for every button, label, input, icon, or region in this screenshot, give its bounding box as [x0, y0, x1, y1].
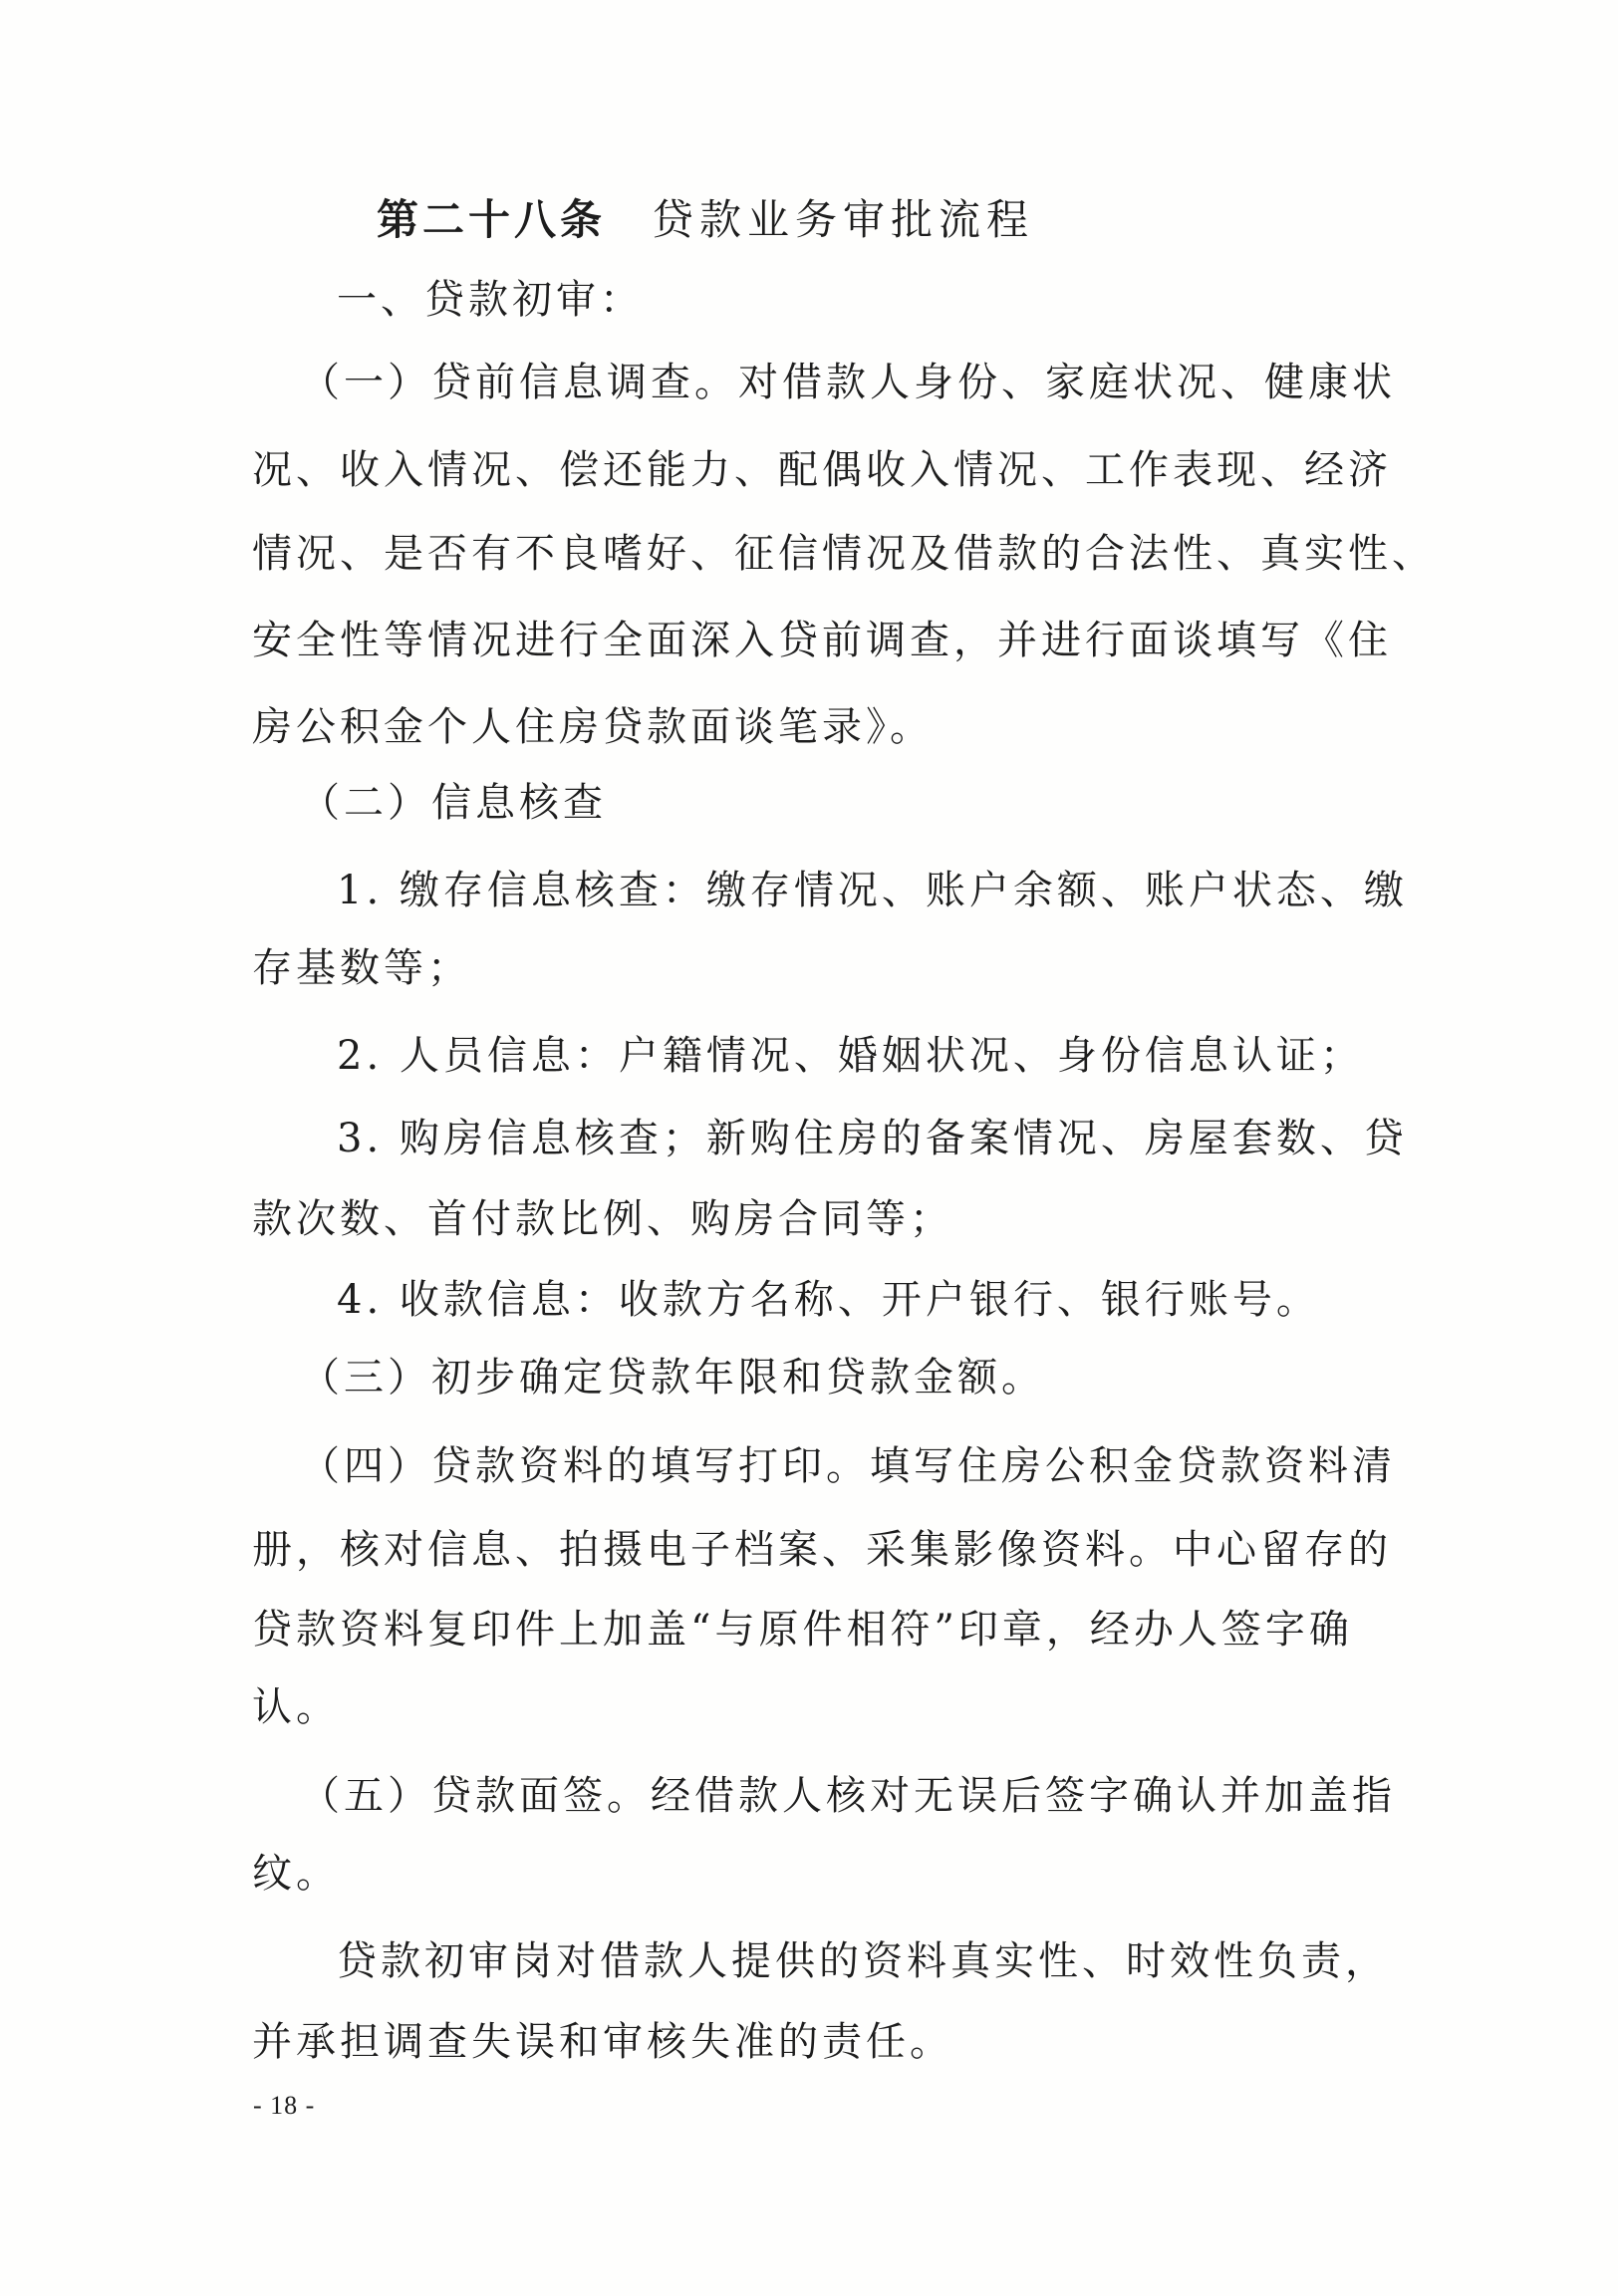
paragraph-line: （三）初步确定贷款年限和贷款金额。	[300, 1355, 1045, 1401]
list-item-continuation: 款次数、首付款比例、购房合同等；	[252, 1196, 953, 1242]
article-number: 第二十八条	[377, 195, 607, 244]
article-heading	[377, 192, 1034, 248]
list-item: 2. 人员信息：户籍情况、婚姻状况、身份信息认证；	[337, 1033, 1364, 1079]
paragraph-line: 房公积金个人住房贷款面谈笔录》。	[252, 704, 934, 750]
paragraph-line: 贷款初审岗对借款人提供的资料真实性、时效性负责，	[337, 1938, 1389, 1984]
paragraph-line: 贷款资料复印件上加盖“与原件相符”印章，经办人签字确	[252, 1607, 1353, 1653]
list-item-continuation: 存基数等；	[252, 945, 471, 991]
subsection-heading-info-check: （二）信息核查	[300, 780, 607, 826]
paragraph-line: （五）贷款面签。经借款人核对无误后签字确认并加盖指	[300, 1773, 1396, 1819]
paragraph-line: （四）贷款资料的填写打印。填写住房公积金贷款资料清	[300, 1443, 1396, 1489]
paragraph-line: 况、收入情况、偿还能力、配偶收入情况、工作表现、经济	[252, 447, 1392, 493]
page-number: - 18 -	[253, 2091, 316, 2120]
paragraph-line: 册，核对信息、拍摄电子档案、采集影像资料。中心留存的	[252, 1527, 1392, 1573]
paragraph-line: 纹。	[252, 1851, 340, 1897]
section-heading-preliminary-review: 一、贷款初审：	[337, 277, 644, 323]
paragraph-line: （一）贷前信息调查。对借款人身份、家庭状况、健康状	[300, 360, 1396, 405]
article-title: 贷款业务审批流程	[652, 195, 1035, 244]
paragraph-line: 安全性等情况进行全面深入贷前调查，并进行面谈填写《住	[252, 618, 1392, 663]
list-item: 4. 收款信息：收款方名称、开户银行、银行账号。	[337, 1277, 1320, 1323]
paragraph-line: 并承担调查失误和审核失准的责任。	[252, 2019, 953, 2065]
list-item: 1. 缴存信息核查：缴存情况、账户余额、账户状态、缴	[337, 868, 1408, 913]
paragraph-line: 认。	[252, 1684, 340, 1730]
paragraph-line: 情况、是否有不良嗜好、征信情况及借款的合法性、真实性、	[252, 531, 1436, 577]
list-item: 3. 购房信息核查；新购住房的备案情况、房屋套数、贷	[337, 1116, 1408, 1161]
